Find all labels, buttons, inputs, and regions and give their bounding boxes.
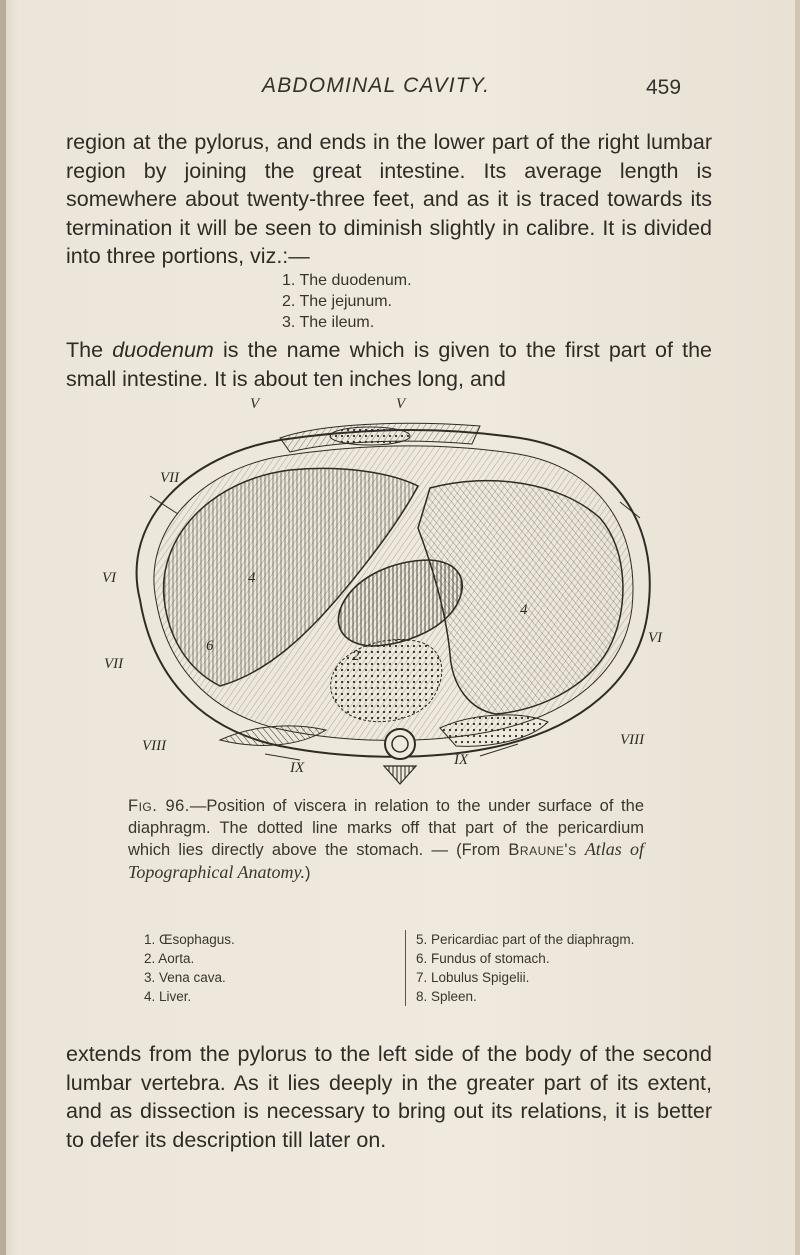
page-header: [0, 74, 800, 104]
term-duodenum: duodenum: [112, 338, 214, 362]
label-v-top-right: V: [396, 396, 406, 412]
paragraph-2-rest: is the name which is given to the first part of the small intestine. It is about ten inches long, and: [66, 338, 712, 391]
paragraph-2-lead: The: [66, 338, 113, 362]
caption-close: ): [305, 863, 311, 882]
portion-list: [282, 270, 412, 333]
paragraph-3: extends from the pylorus to the left side of the body of the second lumbar vertebra. As it lies deeply in the greater part of its extent, and as dissection is necessary to bring out its relations, it is better to defer its description till later on.: [66, 1042, 712, 1152]
legend-item: 8. Spleen.: [416, 989, 477, 1004]
lobulus-spigelii: [220, 726, 326, 746]
list-item: 3. The ileum.: [282, 314, 375, 331]
figure-legend-right: [405, 930, 634, 1006]
label-ix-left: IX: [290, 760, 305, 776]
legend-item: 1. Œsophagus.: [144, 932, 235, 947]
label-4-right: 4: [520, 602, 528, 618]
page-gutter: [0, 0, 6, 1255]
paragraph-1: region at the pylorus, and ends in the lower part of the right lumbar region by joining the great intestine. Its average length is somewhere about twenty-three feet, and as it is traced towards its termination it will be seen to diminish slightly in calibre. It is divided into three portions, viz.:—: [66, 130, 712, 268]
legend-item: 6. Fundus of stomach.: [416, 951, 550, 966]
label-v-top-left: V: [250, 396, 260, 412]
label-viii-right: VIII: [620, 732, 645, 748]
figure-96-illustration: [100, 396, 680, 785]
page-edge: [795, 0, 800, 1255]
label-2: 2: [352, 648, 360, 664]
figure-legend-left: [144, 930, 235, 1006]
label-vii-left: VII: [104, 656, 124, 672]
oesophagus: [330, 427, 410, 445]
label-4-left: 4: [248, 570, 256, 586]
diaphragm-cross-section: [100, 396, 680, 785]
vertebra: [384, 766, 416, 784]
figure-caption: [128, 796, 644, 884]
figure-number: Fig. 96.: [128, 797, 190, 815]
label-6: 6: [206, 638, 214, 654]
paragraph-2: [66, 336, 712, 393]
legend-item: 2. Aorta.: [144, 951, 195, 966]
label-vi-left: VI: [102, 570, 117, 586]
caption-atlas-title: Atlas of Topographical Anatomy.: [128, 839, 644, 882]
label-vi-right: VI: [648, 630, 663, 646]
legend-item: 7. Lobulus Spigelii.: [416, 970, 530, 985]
caption-text: —Position of viscera in relation to the under surface of the diaphragm. The dotted line marks off that part of the pericardium which lies directly above the stomach. — (From: [128, 797, 644, 859]
legend-item: 5. Pericardiac part of the diaphragm.: [416, 932, 635, 947]
list-item: 1. The duodenum.: [282, 272, 412, 289]
list-item: 2. The jejunum.: [282, 293, 392, 310]
page-number: 459: [646, 76, 682, 99]
legend-item: 3. Vena cava.: [144, 970, 226, 985]
aorta: [385, 729, 415, 759]
caption-author: Braune's: [508, 841, 577, 859]
legend-item: 4. Liver.: [144, 989, 192, 1004]
label-vii-right: VII: [160, 470, 180, 486]
label-ix-right: IX: [454, 752, 469, 768]
running-head: ABDOMINAL CAVITY.: [262, 74, 491, 97]
label-viii-left: VIII: [142, 738, 167, 754]
